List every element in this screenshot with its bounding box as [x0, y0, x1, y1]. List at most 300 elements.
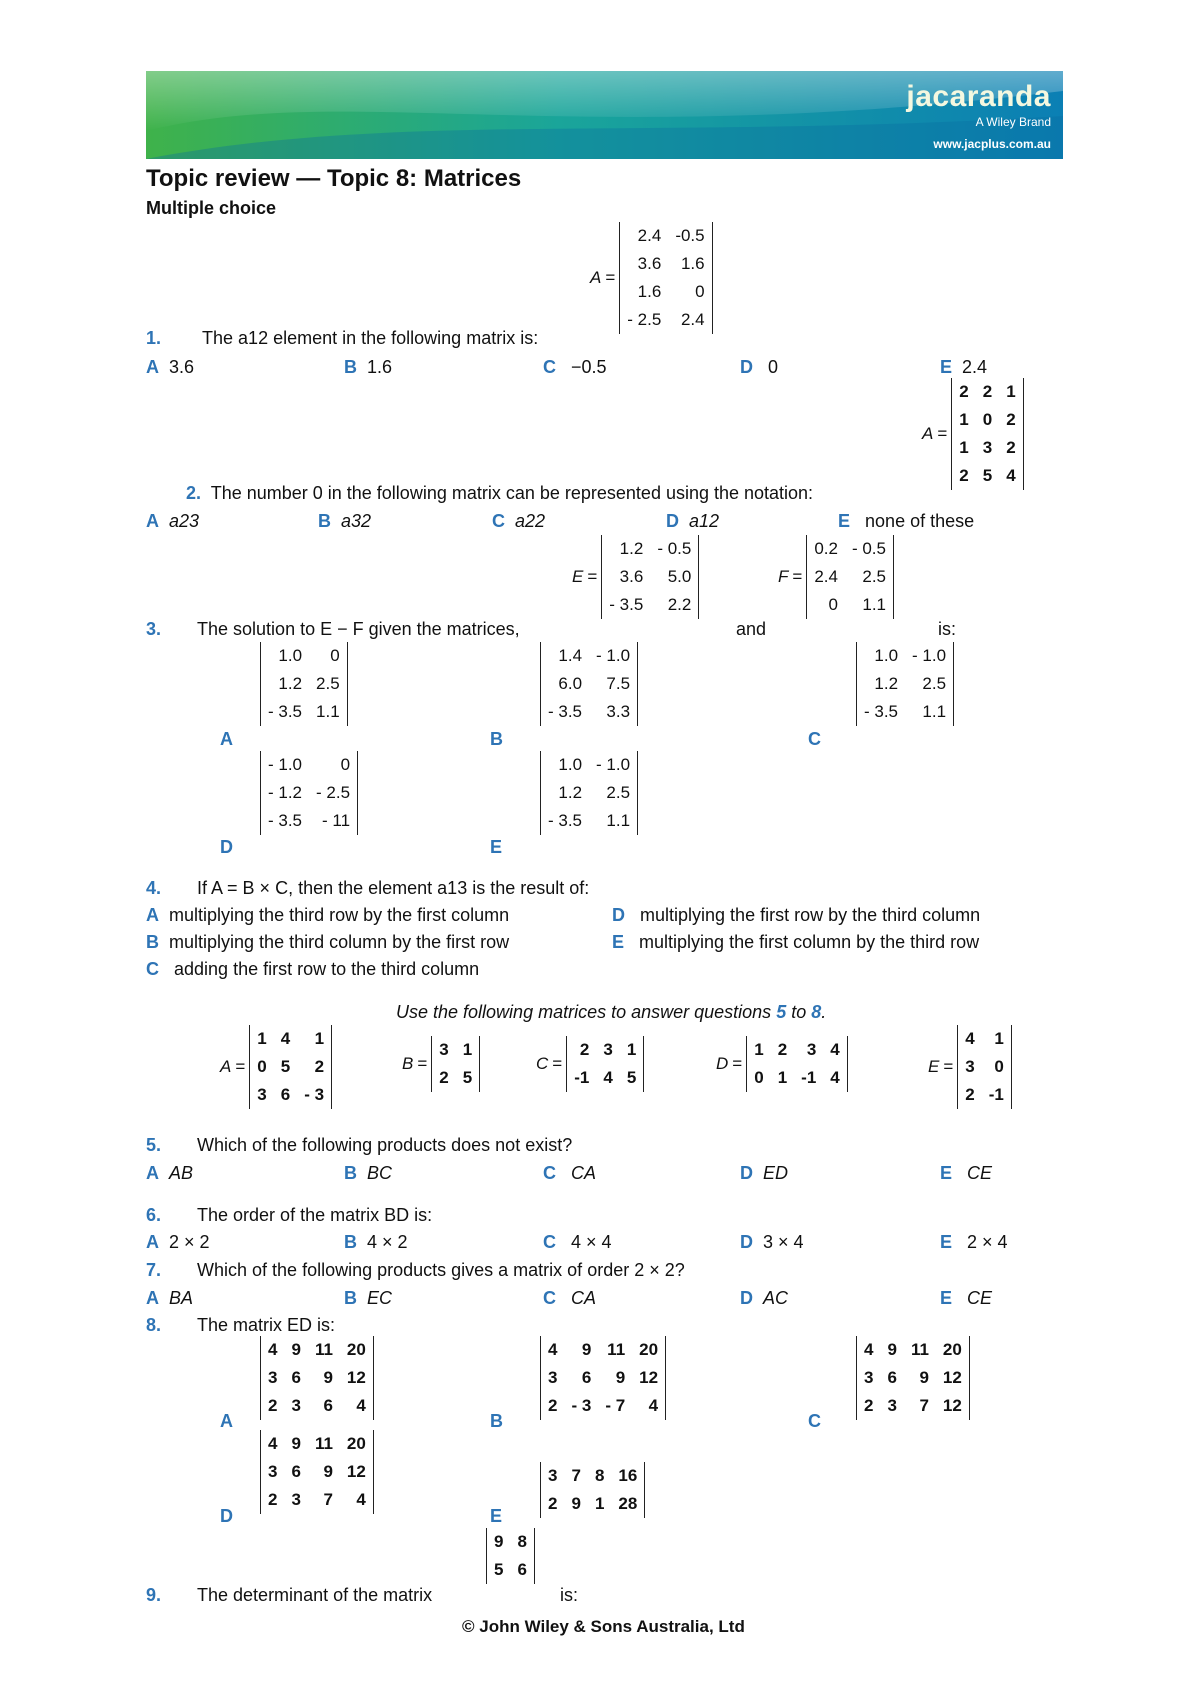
q3-option-a-matrix[interactable] — [260, 642, 348, 726]
question-text: The number 0 in the following matrix can be represented using the notation: — [210, 483, 814, 503]
matrix-row — [541, 1392, 666, 1420]
matrix-row — [857, 1336, 970, 1364]
matrix-cell: - 1.0 — [596, 755, 631, 774]
matrix-label: A — [922, 424, 934, 443]
question-number: 5. — [146, 1135, 162, 1155]
matrix-row — [541, 1336, 666, 1364]
q1-option-c[interactable]: C −0.5 — [543, 357, 607, 377]
q2-option-e[interactable]: E none of these — [838, 511, 975, 531]
matrix-row — [857, 1392, 970, 1420]
q6-option-b[interactable]: B 4 × 2 — [344, 1232, 408, 1252]
matrix-cell: 3.3 — [606, 702, 631, 721]
matrix-cell: 1.0 — [874, 646, 899, 665]
q5-option-a[interactable]: A AB — [146, 1163, 194, 1183]
matrix-row — [952, 462, 1023, 490]
matrix-cell: - 3.5 — [268, 811, 303, 830]
matrix-row — [620, 306, 712, 334]
q2-option-b[interactable]: B a32 — [318, 511, 372, 531]
matrix-cell: 3 — [864, 1368, 874, 1387]
matrix-table — [601, 535, 699, 619]
q5-option-c[interactable]: C CA — [543, 1163, 597, 1183]
matrix-cell: 0 — [828, 595, 838, 614]
matrix-cell: 1.1 — [862, 595, 886, 614]
matrix-cell: 3.6 — [619, 567, 644, 586]
matrix-row — [620, 250, 712, 278]
matrix-cell: 1.1 — [606, 811, 631, 830]
matrix-cell: - 3 — [571, 1396, 592, 1415]
matrix-row — [541, 642, 638, 670]
question-text: The matrix ED is: — [197, 1315, 336, 1335]
q6-option-d[interactable]: D 3 × 4 — [740, 1232, 804, 1252]
matrix-cell: 2 — [579, 1040, 590, 1059]
matrix-cell: 4 — [268, 1434, 278, 1453]
matrix-cell: 1.2 — [874, 674, 899, 693]
q4-option-b[interactable]: B multiplying the third column by the first row — [146, 932, 510, 952]
matrix-cell: 6 — [291, 1368, 301, 1387]
matrix-cell: 1 — [314, 1029, 325, 1048]
matrix-cell: 3 — [982, 438, 993, 457]
matrix-row — [261, 642, 348, 670]
matrix-row — [952, 434, 1023, 462]
question-text: If A = B × C, then the element a13 is the result of: — [197, 878, 590, 898]
matrix-cell: 2 — [965, 1085, 975, 1104]
q4-option-c[interactable]: C adding the first row to the third column — [146, 959, 480, 979]
matrix-cell: 0.2 — [814, 539, 838, 558]
q7-option-c[interactable]: C CA — [543, 1288, 597, 1308]
matrix-row — [857, 670, 954, 698]
matrix-cell: 9 — [581, 1340, 592, 1359]
matrix-cell: 2.4 — [637, 226, 662, 245]
matrix-cell: 9 — [919, 1368, 929, 1387]
question-text: The solution to E − F given the matrices, — [197, 619, 520, 639]
matrix-cell: 2.4 — [814, 567, 838, 586]
matrix-row — [857, 642, 954, 670]
matrix-row — [952, 378, 1023, 406]
matrix-row — [250, 1053, 332, 1081]
matrix-row — [541, 670, 638, 698]
matrix-cell: 9 — [323, 1462, 333, 1481]
matrix-cell: 3 — [268, 1462, 278, 1481]
matrix-cell: 12 — [942, 1396, 962, 1415]
brand-tagline: A Wiley Brand — [975, 115, 1051, 129]
q8-option-e-matrix[interactable] — [540, 1462, 645, 1518]
q5-question — [146, 1134, 572, 1156]
matrix-cell: - 7 — [605, 1396, 626, 1415]
matrix-e: E = 4 1 3 0 2 -1 — [928, 1025, 1012, 1109]
matrix-row — [747, 1036, 848, 1064]
q5-option-e[interactable]: E CE — [940, 1163, 993, 1183]
q7-option-e[interactable]: E CE — [940, 1288, 993, 1308]
matrix-cell: -1 — [988, 1085, 1004, 1104]
matrix-cell: 5 — [494, 1560, 504, 1579]
question-number: 2. — [186, 483, 202, 503]
matrix-cell: 1 — [462, 1040, 473, 1059]
q8-option-d-matrix[interactable] — [260, 1430, 374, 1514]
matrix-row — [261, 1392, 374, 1420]
matrix-cell: 2 — [864, 1396, 874, 1415]
q8-option-e-letter[interactable]: E — [490, 1506, 503, 1526]
q1-option-e[interactable]: E 2.4 — [940, 357, 988, 377]
matrix-cell: 28 — [618, 1494, 638, 1513]
matrix-cell: 6 — [517, 1560, 527, 1579]
matrix-cell: - 0.5 — [657, 539, 692, 558]
matrix-cell: - 3.5 — [268, 702, 303, 721]
matrix-cell: 0 — [330, 646, 340, 665]
q5-option-d[interactable]: D ED — [740, 1163, 789, 1183]
q3-option-b-matrix[interactable] — [540, 642, 638, 726]
q1-option-d[interactable]: D 0 — [740, 357, 779, 377]
question-number: 7. — [146, 1260, 162, 1280]
q4-option-d[interactable]: D multiplying the first row by the third column — [612, 905, 981, 925]
q2-question — [186, 482, 813, 504]
matrix-cell: 6 — [291, 1462, 301, 1481]
matrix-cell: 20 — [346, 1434, 366, 1453]
matrix-cell: 2.2 — [667, 595, 692, 614]
q3-option-e-matrix[interactable] — [540, 751, 638, 835]
q7-option-d[interactable]: D AC — [740, 1288, 789, 1308]
matrix-cell: 1 — [626, 1040, 637, 1059]
q8-option-c-letter[interactable]: C — [808, 1411, 821, 1431]
q2-option-c[interactable]: C a22 — [492, 511, 546, 531]
matrix-cell: -1 — [801, 1068, 817, 1087]
q8-option-d-letter[interactable]: D — [220, 1506, 233, 1526]
matrix-row — [261, 1364, 374, 1392]
matrix-cell: 2.5 — [606, 783, 631, 802]
matrix-cell: 4 — [356, 1490, 366, 1509]
matrix-row — [261, 807, 358, 835]
matrix-cell: 4 — [280, 1029, 291, 1048]
matrix-row — [602, 563, 699, 591]
matrix-label: E — [572, 567, 584, 586]
matrix-cell: -0.5 — [675, 226, 705, 245]
brand-block — [906, 81, 1051, 151]
matrix-cell: 7 — [571, 1466, 581, 1485]
matrix-row — [261, 670, 348, 698]
question-text: The determinant of the matrix — [197, 1585, 433, 1605]
matrix-cell: 11 — [314, 1434, 333, 1453]
matrix-cell: 12 — [346, 1368, 366, 1387]
matrix-d: D = 1 2 3 4 0 1 -1 4 — [716, 1036, 848, 1092]
matrix-cell: 2 — [959, 466, 969, 485]
matrix-row — [857, 698, 954, 726]
matrix-table — [806, 535, 894, 619]
matrix-label: A — [590, 268, 602, 287]
matrix-cell: 2 — [548, 1494, 558, 1513]
question-number: 8. — [146, 1315, 162, 1335]
q8-option-b-letter[interactable]: B — [490, 1411, 503, 1431]
matrix-cell: 1 — [594, 1494, 605, 1513]
question-text: The a12 element in the following matrix is: — [202, 328, 539, 348]
q3-option-c-matrix[interactable] — [856, 642, 954, 726]
q3-question — [146, 618, 520, 640]
matrix-row — [487, 1528, 535, 1556]
matrix-row — [541, 1490, 645, 1518]
q2-option-d[interactable]: D a12 — [666, 511, 720, 531]
q8-option-b-matrix[interactable] — [540, 1336, 666, 1420]
q1-question — [146, 327, 538, 349]
question-number: 4. — [146, 878, 162, 898]
matrix-cell: - 3.5 — [548, 702, 583, 721]
matrix-cell: 12 — [942, 1368, 962, 1387]
q9-question — [146, 1584, 432, 1606]
matrix-cell: 3 — [548, 1466, 558, 1485]
matrix-row — [567, 1036, 644, 1064]
matrix-cell: 2 — [268, 1396, 278, 1415]
matrix-cell: 1.2 — [278, 674, 303, 693]
matrix-cell: 2 — [314, 1057, 325, 1076]
matrix-cell: 1.0 — [278, 646, 303, 665]
matrix-row — [567, 1064, 644, 1092]
question-text: Which of the following products gives a matrix of order 2 × 2? — [197, 1260, 685, 1280]
matrix-cell: 1 — [777, 1068, 788, 1087]
q2-option-a[interactable]: A a23 — [146, 511, 200, 531]
matrix-cell: 6 — [581, 1368, 592, 1387]
matrix-cell: 1.6 — [637, 282, 662, 301]
matrix-label: F — [778, 567, 789, 586]
matrix-cell: 2 — [982, 382, 993, 401]
matrix-row — [261, 698, 348, 726]
q5-option-b[interactable]: B BC — [344, 1163, 393, 1183]
matrix-cell: 3 — [291, 1396, 301, 1415]
matrix-cell: - 1.0 — [912, 646, 947, 665]
q3-option-d-matrix[interactable] — [260, 751, 358, 835]
q3-option-b-letter[interactable]: B — [490, 729, 503, 749]
q4-option-e[interactable]: E multiplying the first column by the third row — [612, 932, 980, 952]
matrix-cell: 6 — [323, 1396, 333, 1415]
q1-option-a[interactable]: A 3.6 — [146, 357, 195, 377]
matrix-row — [250, 1081, 332, 1109]
matrix-cell: - 3 — [304, 1085, 325, 1104]
q6-option-e[interactable]: E 2 × 4 — [940, 1232, 1008, 1252]
matrix-cell: - 0.5 — [851, 539, 886, 558]
matrix-cell: 6 — [887, 1368, 897, 1387]
q4-option-a[interactable]: A multiplying the third row by the first column — [146, 905, 510, 925]
q8-option-a-matrix[interactable] — [260, 1336, 374, 1420]
matrix-cell: 4 — [830, 1068, 840, 1087]
matrix-cell: - 11 — [322, 811, 351, 830]
matrix-row — [261, 1430, 374, 1458]
matrix-cell: 3 — [548, 1368, 558, 1387]
instruction-text: Use the following matrices to answer questions 5 to 8. — [396, 1002, 827, 1022]
matrix-cell: 20 — [346, 1340, 366, 1359]
matrix-cell: 2 — [1006, 410, 1016, 429]
matrix-cell: 0 — [257, 1057, 267, 1076]
matrix-cell: 11 — [910, 1340, 929, 1359]
matrix-row — [620, 278, 712, 306]
page-title: Topic review — Topic 8: Matrices — [146, 165, 522, 192]
matrix-cell: 16 — [618, 1466, 638, 1485]
matrix-cell: 3 — [965, 1057, 975, 1076]
brand-url[interactable]: www.jacplus.com.au — [933, 137, 1051, 151]
matrix-cell: 3 — [268, 1368, 278, 1387]
q3-is: is: — [938, 619, 956, 639]
matrix-cell: 1 — [959, 438, 969, 457]
question-number: 3. — [146, 619, 162, 639]
matrix-cell: 3.6 — [637, 254, 662, 273]
matrix-cell: 8 — [594, 1466, 605, 1485]
matrix-row — [807, 591, 894, 619]
matrix-cell: 4 — [548, 1340, 558, 1359]
matrix-cell: 4 — [356, 1396, 366, 1415]
matrix-cell: 1 — [994, 1029, 1004, 1048]
q3-option-d-letter[interactable]: D — [220, 837, 233, 857]
matrix-cell: - 3.5 — [548, 811, 583, 830]
q1-option-b[interactable]: B 1.6 — [344, 357, 393, 377]
matrix-cell: 1 — [1006, 382, 1016, 401]
matrix-row — [261, 1458, 374, 1486]
q3-option-a-letter[interactable]: A — [220, 729, 233, 749]
matrix-cell: 5 — [462, 1068, 473, 1087]
matrix-cell: 1 — [257, 1029, 267, 1048]
q7-question — [146, 1259, 685, 1281]
matrix-cell: 12 — [346, 1462, 366, 1481]
matrix-table — [619, 222, 712, 334]
matrix-row — [541, 1364, 666, 1392]
matrix-cell: 1.4 — [558, 646, 583, 665]
matrix-row — [958, 1081, 1012, 1109]
q1-matrix: A = 2.4 -0.5 3.6 1.6 1.6 0 - 2.5 2.4 — [590, 222, 713, 334]
matrix-row — [807, 563, 894, 591]
matrix-row — [541, 779, 638, 807]
matrix-cell: 0 — [994, 1057, 1004, 1076]
matrix-cell: 2 — [777, 1040, 788, 1059]
matrix-row — [541, 751, 638, 779]
matrix-b: B = 3 1 2 5 — [402, 1036, 480, 1092]
matrix-cell: 11 — [314, 1340, 333, 1359]
matrix-row — [602, 591, 699, 619]
matrix-cell: 2 — [1006, 438, 1016, 457]
matrix-cell: 5 — [982, 466, 993, 485]
matrix-cell: 1.0 — [558, 755, 583, 774]
matrix-cell: 20 — [942, 1340, 962, 1359]
matrix-cell: 2.5 — [316, 674, 340, 693]
q9-is: is: — [560, 1585, 578, 1605]
matrix-cell: 9 — [615, 1368, 626, 1387]
matrix-cell: 0 — [754, 1068, 764, 1087]
matrix-table — [951, 378, 1023, 490]
matrix-cell: 3 — [887, 1396, 897, 1415]
matrix-row — [958, 1053, 1012, 1081]
q9-matrix — [486, 1528, 535, 1584]
matrix-cell: 2 — [439, 1068, 449, 1087]
q3-and: and — [736, 619, 767, 639]
matrix-cell: 2.4 — [680, 310, 705, 329]
matrix-cell: 11 — [607, 1340, 626, 1359]
section-subtitle: Multiple choice — [146, 198, 277, 218]
matrix-cell: 3 — [806, 1040, 817, 1059]
question-text: The order of the matrix BD is: — [197, 1205, 433, 1225]
matrix-cell: - 1.0 — [596, 646, 631, 665]
matrix-cell: - 3.5 — [609, 595, 644, 614]
matrix-cell: - 2.5 — [627, 310, 662, 329]
matrix-row — [541, 698, 638, 726]
matrix-cell: 2 — [548, 1396, 558, 1415]
q3-option-c-letter[interactable]: C — [808, 729, 821, 749]
matrix-cell: 5 — [626, 1068, 637, 1087]
matrix-cell: 2.5 — [862, 567, 886, 586]
matrix-row — [487, 1556, 535, 1584]
matrix-c: C = 2 3 1 -1 4 5 — [536, 1036, 644, 1092]
matrix-cell: - 2.5 — [316, 783, 351, 802]
matrix-row — [807, 535, 894, 563]
matrix-row — [432, 1064, 480, 1092]
matrix-cell: 0 — [982, 410, 993, 429]
matrix-cell: 1.6 — [680, 254, 705, 273]
matrix-cell: 5.0 — [667, 567, 692, 586]
matrix-row — [261, 779, 358, 807]
matrix-cell: 7 — [919, 1396, 929, 1415]
matrix-cell: 1 — [959, 410, 969, 429]
matrix-cell: 9 — [323, 1368, 333, 1387]
q6-option-a[interactable]: A 2 × 2 — [146, 1232, 210, 1252]
question-text: Which of the following products does not exist? — [197, 1135, 573, 1155]
matrix-cell: 4 — [603, 1068, 613, 1087]
q6-option-c[interactable]: C 4 × 4 — [543, 1232, 612, 1252]
matrix-cell: 4 — [830, 1040, 840, 1059]
matrix-row — [261, 1486, 374, 1514]
q8-option-a-letter[interactable]: A — [220, 1411, 233, 1431]
matrix-row — [261, 751, 358, 779]
q6-question — [146, 1204, 432, 1226]
q3-option-e-letter[interactable]: E — [490, 837, 503, 857]
matrix-cell: 9 — [571, 1494, 581, 1513]
matrix-cell: 0 — [340, 755, 351, 774]
matrix-cell: 2.5 — [922, 674, 947, 693]
q3-matrix-e: E = 1.2 - 0.5 3.6 5.0 - 3.5 2.2 — [572, 535, 699, 619]
matrix-cell: 12 — [639, 1368, 659, 1387]
matrix-row — [620, 222, 712, 250]
matrix-cell: 20 — [639, 1340, 659, 1359]
matrix-a: A = 1 4 1 0 5 2 3 6 - 3 — [220, 1025, 332, 1109]
q7-option-a[interactable]: A BA — [146, 1288, 194, 1308]
matrix-cell: 4 — [864, 1340, 874, 1359]
matrix-cell: 2 — [268, 1490, 278, 1509]
matrix-cell: 1.1 — [316, 702, 340, 721]
matrix-row — [958, 1025, 1012, 1053]
matrix-cell: -1 — [574, 1068, 590, 1087]
matrix-cell: 4 — [268, 1340, 278, 1359]
brand-logo: jacaranda — [906, 80, 1051, 113]
matrix-row — [857, 1364, 970, 1392]
matrix-cell: 4 — [1006, 466, 1016, 485]
matrix-row — [541, 1462, 645, 1490]
matrix-cell: 5 — [280, 1057, 291, 1076]
q3-matrix-f: F = 0.2 - 0.5 2.4 2.5 0 1.1 — [778, 535, 894, 619]
matrix-cell: 1.2 — [558, 783, 583, 802]
matrix-cell: 4 — [648, 1396, 659, 1415]
matrix-row — [261, 1336, 374, 1364]
q2-matrix: A = 2 2 1 1 0 2 1 3 2 2 5 4 — [922, 378, 1024, 490]
matrix-cell: 9 — [291, 1434, 301, 1453]
matrix-cell: 7 — [323, 1490, 333, 1509]
matrix-cell: 7.5 — [606, 674, 631, 693]
question-number: 6. — [146, 1205, 162, 1225]
matrix-cell: 3 — [291, 1490, 301, 1509]
matrix-cell: 9 — [291, 1340, 301, 1359]
q4-question — [146, 877, 589, 899]
matrix-row — [602, 535, 699, 563]
question-number: 1. — [146, 328, 162, 348]
matrix-cell: 3 — [603, 1040, 613, 1059]
matrix-cell: 9 — [887, 1340, 897, 1359]
q8-option-c-matrix[interactable] — [856, 1336, 970, 1420]
header-banner — [146, 71, 1063, 159]
matrix-cell: 8 — [517, 1532, 527, 1551]
q7-option-b[interactable]: B EC — [344, 1288, 393, 1308]
matrix-row — [250, 1025, 332, 1053]
matrix-cell: 1.2 — [619, 539, 644, 558]
matrix-cell: 3 — [439, 1040, 449, 1059]
